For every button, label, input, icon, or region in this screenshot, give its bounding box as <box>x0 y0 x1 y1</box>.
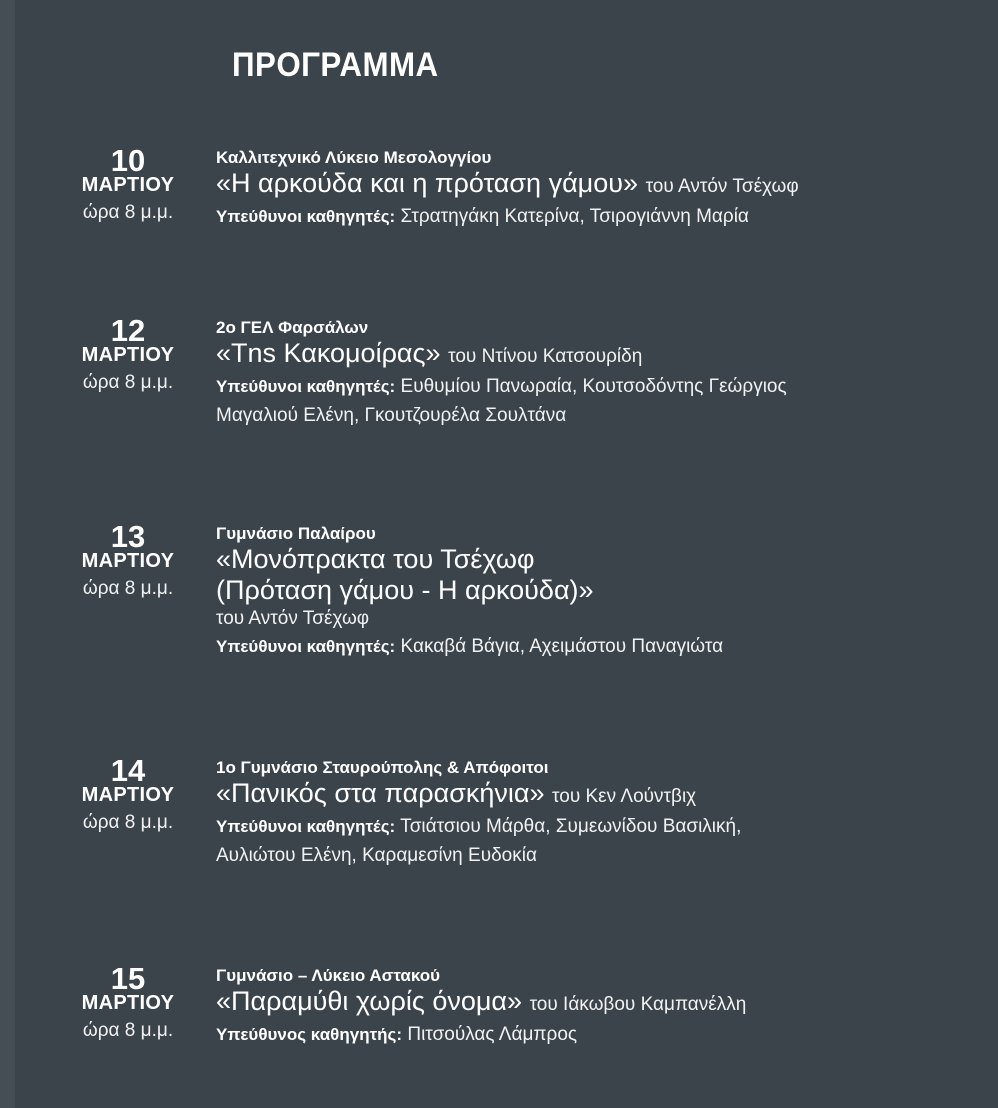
event-date <box>58 143 198 224</box>
event-author: του Ντίνου Κατσουρίδη <box>448 346 643 367</box>
event-time: ώρα 8 μ.μ. <box>82 372 174 393</box>
event-teachers-names: Τσιάτσιου Μάρθα, Συμεωνίδου Βασιλική, <box>400 816 742 837</box>
event-author: του Αντόν Τσέχωφ <box>645 176 799 197</box>
event-teachers-label: Υπεύθυνοι καθηγητές: <box>216 817 396 836</box>
event-time: ώρα 8 μ.μ. <box>82 1020 174 1041</box>
event-teachers-continued: Μαγαλιού Ελένη, Γκουτζουρέλα Σουλτάνα <box>216 405 567 426</box>
event-info <box>216 148 976 231</box>
left-edge-strip <box>0 0 15 1108</box>
event-teachers <box>216 202 976 231</box>
event-month: ΜΑΡΤΙΟΥ <box>81 174 175 196</box>
event-teachers-label: Υπεύθυνος καθηγητής: <box>216 1025 403 1044</box>
event-day: 15 <box>110 961 146 996</box>
event-play-title: «Πανικός στα παρασκήνια» <box>216 778 545 808</box>
event-school: Γυμνάσιο Παλαίρου <box>216 524 376 543</box>
event-teachers <box>216 1020 976 1049</box>
event-day: 12 <box>110 313 146 348</box>
event-teachers-label: Υπεύθυνοι καθηγητές: <box>216 377 396 396</box>
event-school: Καλλιτεχνικό Λύκειο Μεσολογγίου <box>216 148 492 167</box>
event-day: 14 <box>110 753 146 788</box>
event-time: ώρα 8 μ.μ. <box>82 578 174 599</box>
event-month: ΜΑΡΤΙΟΥ <box>81 992 175 1014</box>
event-month: ΜΑΡΤΙΟΥ <box>81 550 175 572</box>
event-teachers <box>216 632 976 661</box>
event-school: Γυμνάσιο – Λύκειο Αστακού <box>216 966 441 985</box>
event-play-title: «Tns Κακομοίρας» <box>216 338 441 368</box>
event-play-line <box>216 778 976 812</box>
event-author: του Κεν Λούντβιχ <box>552 786 697 807</box>
event-month: ΜΑΡΤΙΟΥ <box>81 344 175 366</box>
event-teachers-names: Στρατηγάκη Κατερίνα, Τσιρογιάννη Μαρία <box>400 206 749 227</box>
event-month: ΜΑΡΤΙΟΥ <box>81 784 175 806</box>
event-date <box>58 961 198 1042</box>
event-info <box>216 524 976 661</box>
event-teachers-label: Υπεύθυνοι καθηγητές: <box>216 637 396 656</box>
event-author: του Ιάκωβου Καμπανέλλη <box>529 994 747 1015</box>
event-teachers-names: Κακαβά Βάγια, Αχειμάστου Παναγιώτα <box>400 636 724 657</box>
event-teachers-names: Πιτσούλας Λάμπρος <box>407 1024 578 1045</box>
event-date <box>58 313 198 394</box>
event-teachers-label: Υπεύθυνοι καθηγητές: <box>216 207 396 226</box>
event-teachers <box>216 372 976 401</box>
event-date <box>58 753 198 834</box>
event-teachers-names: Ευθυμίου Πανωραία, Κουτσοδόντης Γεώργιος <box>400 376 787 397</box>
event-school: 2ο ΓΕΛ Φαρσάλων <box>216 318 369 337</box>
event-play-title: «Παραμύθι χωρίς όνομα» <box>216 986 523 1016</box>
page-title: ΠΡΟΓΡΑΜΜΑ <box>232 46 439 84</box>
event-play-title: «Η αρκούδα και η πρόταση γάμου» <box>216 168 639 198</box>
event-play-title-line-1: «Μονόπρακτα του Τσέχωφ <box>216 544 535 574</box>
event-day: 13 <box>110 519 146 554</box>
event-play-title-line-2: (Πρόταση γάμου - Η αρκούδα)» <box>216 575 594 605</box>
event-author: του Αντόν Τσέχωφ <box>216 608 370 629</box>
event-date <box>58 519 198 600</box>
event-info <box>216 758 976 870</box>
event-time: ώρα 8 μ.μ. <box>82 812 174 833</box>
event-teachers-continued: Αυλιώτου Ελένη, Καραμεσίνη Ευδοκία <box>216 845 537 866</box>
event-play-line <box>216 986 976 1020</box>
event-time: ώρα 8 μ.μ. <box>82 202 174 223</box>
event-info <box>216 966 976 1049</box>
event-play-line <box>216 168 976 202</box>
event-day: 10 <box>110 143 146 178</box>
event-school: 1ο Γυμνάσιο Σταυρούπολης & Απόφοιτοι <box>216 758 549 777</box>
event-info <box>216 318 976 430</box>
event-teachers <box>216 812 976 841</box>
event-play-line <box>216 338 976 372</box>
